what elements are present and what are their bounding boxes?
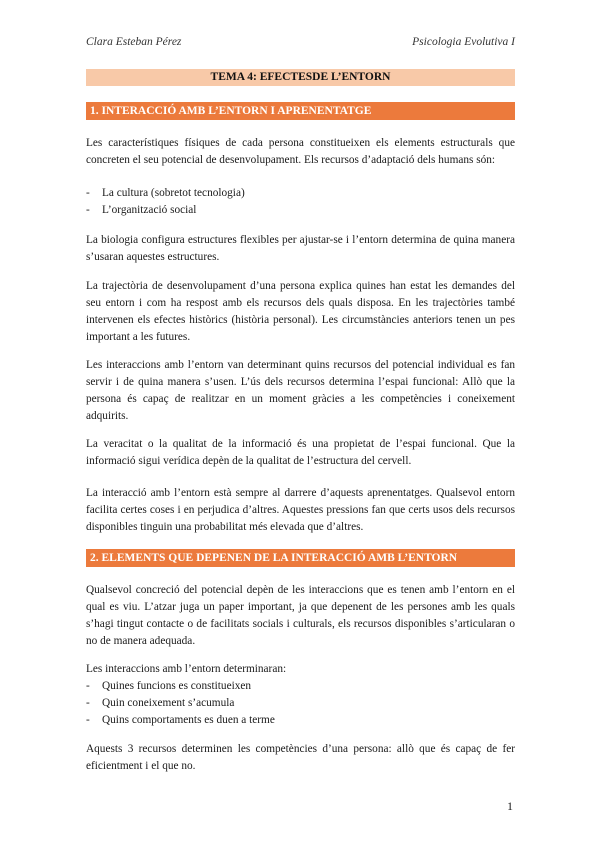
- section-2-heading: 2. ELEMENTS QUE DEPENEN DE LA INTERACCIÓ AMB L’ENTORN: [86, 549, 515, 567]
- list-item: - Quines funcions es constitueixen: [86, 680, 252, 692]
- section-1-paragraph-5: La veracitat o la qualitat de la informació és una propietat de l’espai funcional. Que la informació sigui verídica depèn de la qualitat de l’estructura del cervell.: [86, 438, 515, 467]
- section-1-paragraph-6: La interacció amb l’entorn està sempre al darrere d’aquests aprenentatges. Qualsevol entorn facilita certes coses i en perjudica d’altres. Aquestes pressions fan que certs usos dels recursos disponibles tinguin una probabilitat més elevada que d’altres.: [86, 487, 515, 533]
- section-1-paragraph-3: La trajectòria de desenvolupament d’una persona explica quines han estat les demandes del seu entorn i com ha respost amb els recursos dels quals disposa. En les trajectòries també intervenen els efectes històrics (història personal). Les circumstàncies anteriors tenen un pes important a les futures.: [86, 280, 515, 343]
- section-2-paragraph-2: Les interaccions amb l’entorn determinaran:: [86, 663, 287, 675]
- section-2-paragraph-1: Qualsevol concreció del potencial depèn de les interaccions que es tenen amb l’entorn en el qual es viu. L’atzar juga un paper important, ja que depenent de les persones amb les quals s’hagi tingut contacte o de facilitats socials i culturals, els recursos disponibles s’articularan o no de manera adequada.: [86, 584, 515, 647]
- list-item: - Quin coneixement s’acumula: [86, 697, 235, 709]
- page-number: 1: [507, 799, 513, 813]
- section-1-paragraph-2: La biologia configura estructures flexibles per ajustar-se i l’entorn determina de quina manera s’usaran aquestes estructures.: [86, 234, 515, 263]
- document-title: TEMA 4: EFECTESDE L’ENTORN: [86, 69, 515, 86]
- header-author: Clara Esteban Pérez: [86, 36, 182, 48]
- section-1-list: [86, 185, 515, 219]
- header-subject: Psicologia Evolutiva I: [412, 36, 515, 48]
- list-item: - La cultura (sobretot tecnologia): [86, 187, 245, 199]
- list-item: - L’organització social: [86, 204, 197, 216]
- section-2-list: [86, 678, 515, 729]
- section-1-paragraph-1: Les característiques físiques de cada persona constitueixen els elements estructurals que concreten el seu potencial de desenvolupament. Els recursos d’adaptació dels humans són:: [86, 137, 515, 166]
- section-2-paragraph-3: Aquests 3 recursos determinen les competències d’una persona: allò que és capaç de fer eficientment i el que no.: [86, 743, 515, 772]
- section-1-paragraph-4: Les interaccions amb l’entorn van determinant quins recursos del potencial individual es fan servir i de quina manera s’usen. L’ús dels recursos determina l’espai funcional: Allò que la persona és capaç de realitzar en un moment gràcies a les competències i coneixement adquirits.: [86, 359, 515, 422]
- list-item: - Quins comportaments es duen a terme: [86, 714, 275, 726]
- section-1-heading: 1. INTERACCIÓ AMB L’ENTORN I APRENENTATGE: [86, 102, 515, 120]
